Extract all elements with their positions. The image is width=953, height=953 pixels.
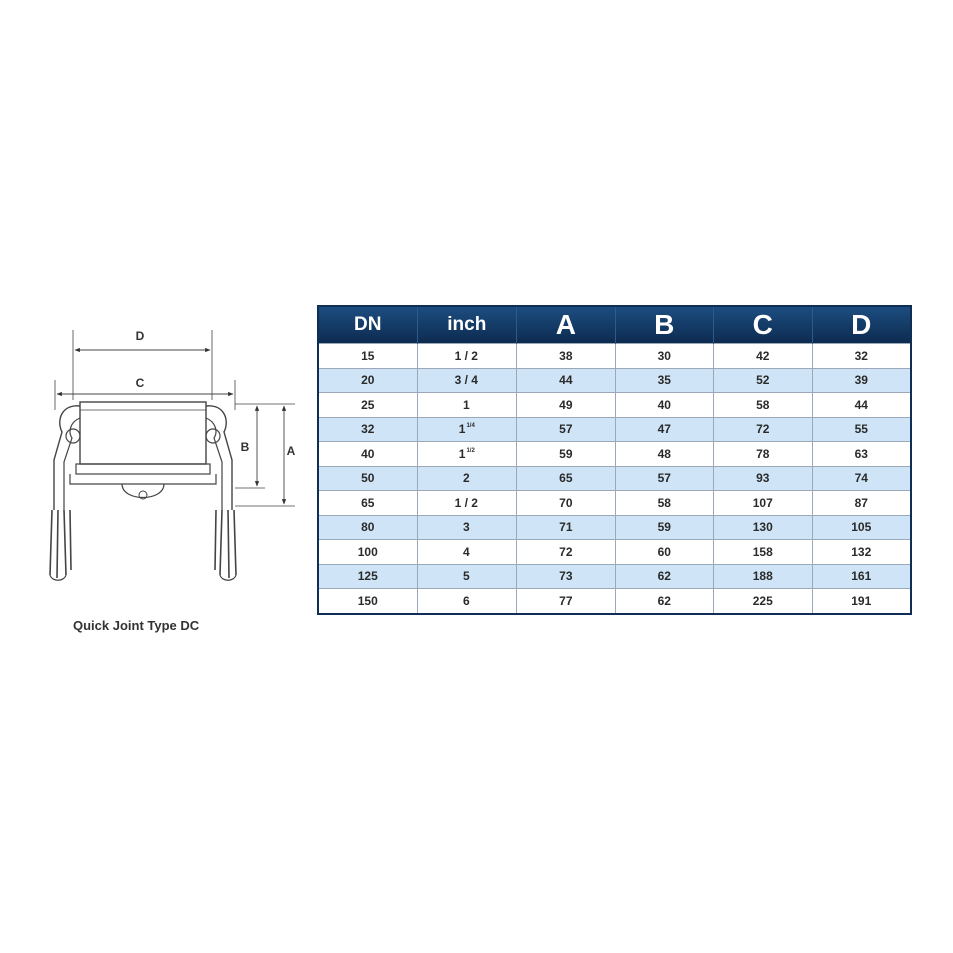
header-b: B [615, 306, 713, 344]
cell-c [714, 564, 812, 589]
cell-inch-value: 1 / 2 [454, 495, 478, 510]
cell-d-value: 132 [851, 544, 872, 559]
cell-b-value: 57 [657, 471, 671, 486]
cell-inch [417, 589, 517, 614]
cell-inch [417, 368, 517, 393]
cell-inch [417, 564, 517, 589]
table-row [318, 393, 911, 418]
cell-c-value: 93 [756, 471, 770, 486]
cell-a [517, 515, 615, 540]
dim-label-b: B [240, 440, 250, 454]
cell-a-value: 38 [559, 348, 573, 363]
table-row [318, 368, 911, 393]
cell-b-value: 62 [657, 593, 671, 608]
cell-c [714, 344, 812, 369]
cell-d-value: 63 [854, 446, 868, 461]
cell-d-value: 191 [851, 593, 872, 608]
dim-label-c: C [135, 376, 145, 390]
cell-inch-value: 1 [462, 397, 470, 412]
cell-a-value: 44 [559, 373, 573, 388]
cell-a-value: 49 [559, 397, 573, 412]
cell-b-value: 35 [657, 373, 671, 388]
cell-b [615, 368, 713, 393]
cell-c-value: 158 [752, 544, 773, 559]
cell-d [812, 491, 911, 516]
cell-b [615, 393, 713, 418]
cell-inch [417, 417, 517, 442]
cell-inch [417, 540, 517, 565]
cell-b [615, 442, 713, 467]
cell-dn [318, 491, 417, 516]
header-c: C [714, 306, 812, 344]
cell-d [812, 589, 911, 614]
cell-c-value: 107 [752, 495, 773, 510]
cell-dn [318, 540, 417, 565]
cell-inch-value: 1 / 2 [454, 348, 478, 363]
cell-inch [417, 442, 517, 467]
cell-dn-value: 25 [361, 397, 375, 412]
cell-a [517, 344, 615, 369]
cell-b-value: 48 [657, 446, 671, 461]
cell-dn [318, 515, 417, 540]
cell-dn [318, 393, 417, 418]
cell-inch-fraction: 1/2 [466, 447, 475, 454]
cell-c-value: 130 [752, 520, 773, 535]
dimension-table [317, 305, 912, 615]
cell-inch-value: 1 [458, 422, 466, 437]
cell-inch-value: 4 [462, 544, 470, 559]
cell-c-value: 52 [756, 373, 770, 388]
cell-c [714, 442, 812, 467]
cell-c [714, 491, 812, 516]
cell-b [615, 344, 713, 369]
header-a: A [517, 306, 615, 344]
cell-dn [318, 368, 417, 393]
cell-a [517, 466, 615, 491]
cell-inch [417, 344, 517, 369]
cell-dn-value: 50 [361, 471, 375, 486]
cell-a-value: 72 [559, 544, 573, 559]
cell-inch-value: 2 [462, 471, 470, 486]
table-row [318, 491, 911, 516]
cell-c-value: 78 [756, 446, 770, 461]
cell-inch-value: 3 / 4 [454, 373, 478, 388]
cell-b [615, 466, 713, 491]
cell-dn [318, 417, 417, 442]
cell-a-value: 59 [559, 446, 573, 461]
cell-c [714, 589, 812, 614]
header-d: D [812, 306, 911, 344]
table-row [318, 344, 911, 369]
cell-d [812, 344, 911, 369]
cell-d [812, 564, 911, 589]
cell-inch [417, 491, 517, 516]
cell-a [517, 491, 615, 516]
cell-inch [417, 393, 517, 418]
cell-dn [318, 442, 417, 467]
cell-c-value: 188 [752, 569, 773, 584]
header-dn: DN [318, 306, 417, 344]
cell-d-value: 44 [854, 397, 868, 412]
table-row [318, 466, 911, 491]
cell-a-value: 57 [559, 422, 573, 437]
cell-inch [417, 466, 517, 491]
cell-dn-value: 80 [361, 520, 375, 535]
cell-c-value: 58 [756, 397, 770, 412]
cell-inch-value: 3 [462, 520, 470, 535]
cell-dn-value: 150 [357, 593, 378, 608]
cell-a [517, 442, 615, 467]
cell-c [714, 515, 812, 540]
cell-b-value: 30 [657, 348, 671, 363]
table-row [318, 515, 911, 540]
cell-d [812, 466, 911, 491]
cell-inch-value: 1 [458, 446, 466, 461]
cell-d-value: 55 [854, 422, 868, 437]
cell-d [812, 442, 911, 467]
cell-a [517, 589, 615, 614]
cell-dn [318, 344, 417, 369]
cell-d-value: 161 [851, 569, 872, 584]
cell-c [714, 540, 812, 565]
cell-d [812, 393, 911, 418]
coupler-drawing [40, 320, 310, 610]
cell-d-value: 39 [854, 373, 868, 388]
dim-label-a: A [286, 444, 296, 458]
dim-label-d: D [135, 329, 145, 343]
cell-b-value: 59 [657, 520, 671, 535]
table-row [318, 564, 911, 589]
cell-c [714, 393, 812, 418]
cell-c-value: 72 [756, 422, 770, 437]
cell-a [517, 540, 615, 565]
cell-b [615, 564, 713, 589]
cell-a-value: 70 [559, 495, 573, 510]
cell-d [812, 515, 911, 540]
cell-a [517, 417, 615, 442]
table-row [318, 417, 911, 442]
cell-d [812, 368, 911, 393]
table-body [318, 344, 911, 614]
cell-c-value: 42 [756, 348, 770, 363]
cell-b [615, 491, 713, 516]
cell-inch [417, 515, 517, 540]
cell-a [517, 368, 615, 393]
table-row [318, 442, 911, 467]
cell-c [714, 417, 812, 442]
cell-d-value: 87 [854, 495, 868, 510]
cell-a-value: 73 [559, 569, 573, 584]
cell-d-value: 74 [854, 471, 868, 486]
cell-d [812, 417, 911, 442]
cell-c-value: 225 [752, 593, 773, 608]
header-inch: inch [417, 306, 517, 344]
cell-dn [318, 466, 417, 491]
cell-dn-value: 100 [357, 544, 378, 559]
cell-a-value: 65 [559, 471, 573, 486]
cell-d-value: 105 [851, 520, 872, 535]
cell-dn-value: 20 [361, 373, 375, 388]
cell-inch-fraction: 1/4 [466, 423, 475, 430]
cell-dn [318, 564, 417, 589]
table-row [318, 540, 911, 565]
cell-d-value: 32 [854, 348, 868, 363]
cell-a-value: 71 [559, 520, 573, 535]
cell-c [714, 368, 812, 393]
cell-b [615, 540, 713, 565]
cell-b-value: 47 [657, 422, 671, 437]
cell-dn-value: 65 [361, 495, 375, 510]
cell-c [714, 466, 812, 491]
cell-a-value: 77 [559, 593, 573, 608]
cell-b [615, 515, 713, 540]
cell-b [615, 417, 713, 442]
cell-dn-value: 15 [361, 348, 375, 363]
cell-b [615, 589, 713, 614]
cell-inch-value: 6 [462, 593, 470, 608]
cell-b-value: 60 [657, 544, 671, 559]
cell-b-value: 62 [657, 569, 671, 584]
cell-inch-value: 5 [462, 569, 470, 584]
cell-dn-value: 125 [357, 569, 378, 584]
cell-a [517, 564, 615, 589]
cell-dn-value: 32 [361, 422, 375, 437]
cell-dn-value: 40 [361, 446, 375, 461]
drawing-caption: Quick Joint Type DC [73, 618, 200, 633]
cell-d [812, 540, 911, 565]
cell-b-value: 40 [657, 397, 671, 412]
table-row [318, 589, 911, 614]
cell-dn [318, 589, 417, 614]
cell-a [517, 393, 615, 418]
cell-b-value: 58 [657, 495, 671, 510]
table-header-row [318, 306, 911, 344]
